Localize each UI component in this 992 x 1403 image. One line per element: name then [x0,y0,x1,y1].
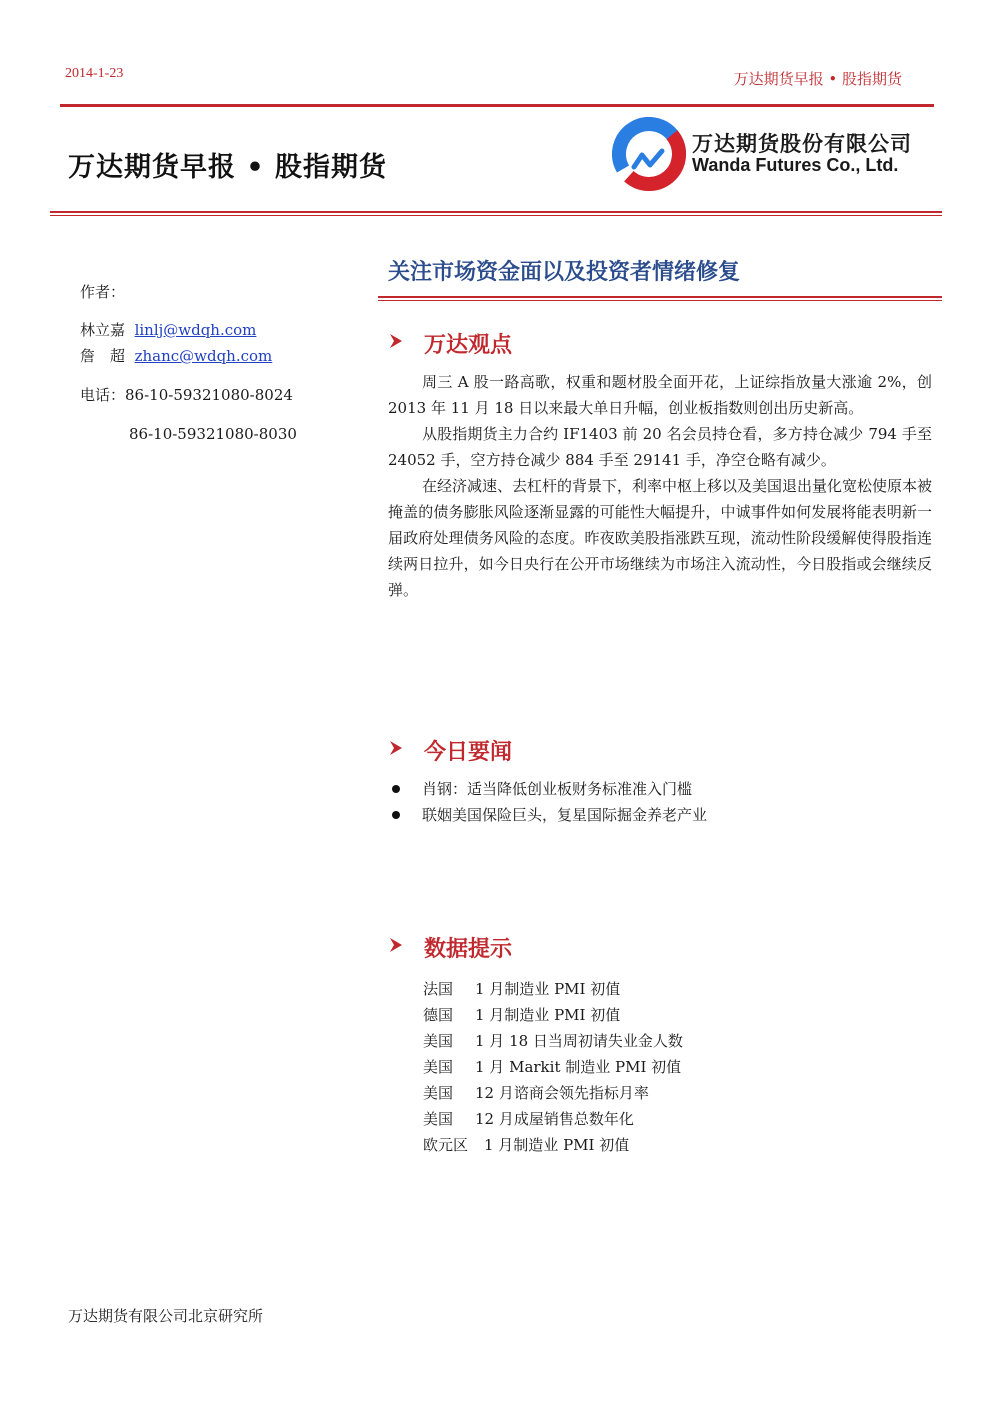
article-title-rule-top [378,296,942,298]
header-right-title: 万达期货早报 • 股指期货 [733,70,902,88]
data-item [423,1132,683,1158]
data-text: 12 月成屋销售总数年化 [475,1110,634,1128]
author-name: 詹 超 [80,347,126,365]
section-heading-news [388,735,512,766]
arrow-bullet-icon [388,739,410,762]
article-title-rule-bottom [378,300,942,301]
news-item-text: 肖钢：适当降低创业板财务标准准入门槛 [422,780,693,798]
header-divider [60,104,934,107]
author-name: 林立嘉 [80,321,126,339]
data-country: 美国 [423,1110,454,1128]
data-item [423,1002,683,1028]
news-item-text: 联姻美国保险巨头，复星国际掘金养老产业 [422,806,708,824]
data-text: 1 月制造业 PMI 初值 [475,980,621,998]
paragraph: 在经济减速、去杠杆的背景下，利率中枢上移以及美国退出量化宽松使原本被掩盖的债务膨胀风险逐渐显露的可能性大幅提升，中诚事件如何发展将能表明新一届政府处理债务风险的态度。昨夜欧美股指涨跌互现，流动性阶段缓解使得股指连续两日拉升，如今日央行在公开市场继续为市场注入流动性，今日股指或会继续反弹。 [388,477,933,599]
footer-text: 万达期货有限公司北京研究所 [68,1307,264,1325]
author-row [80,320,256,340]
wanda-logo-icon [612,117,686,191]
section-heading-label: 数据提示 [424,937,513,962]
news-item [388,776,928,802]
author-label: 作者： [80,283,126,301]
data-country: 法国 [423,980,454,998]
data-country: 欧元区 [423,1136,469,1154]
logo-company-name-cn: 万达期货股份有限公司 [692,132,912,156]
news-list [388,776,928,828]
data-country: 美国 [423,1058,454,1076]
data-item [423,1106,683,1132]
data-country: 美国 [423,1032,454,1050]
data-item [423,976,683,1002]
logo-company-name-en: Wanda Futures Co., Ltd. [692,155,899,175]
phone-number: 86-10-59321080-8030 [129,425,297,443]
data-item [423,1054,683,1080]
section-heading-data [388,932,512,963]
arrow-bullet-icon [388,332,410,355]
section-heading-view [388,328,512,359]
phone-number: 86-10-59321080-8024 [125,386,293,404]
phone-label: 电话： [80,386,126,404]
section-heading-label: 今日要闻 [424,740,513,765]
article-title: 关注市场资金面以及投资者情绪修复 [388,260,741,285]
data-text: 1 月 18 日当周初请失业金人数 [475,1032,683,1050]
data-text: 12 月谘商会领先指标月率 [475,1084,649,1102]
arrow-bullet-icon [388,936,410,959]
data-country: 德国 [423,1006,454,1024]
data-item [423,1028,683,1054]
report-title: 万达期货早报 • 股指期货 [68,152,388,183]
data-text: 1 月制造业 PMI 初值 [475,1006,621,1024]
section-heading-label: 万达观点 [424,333,513,358]
report-date: 2014-1-23 [65,66,124,81]
bullet-dot-icon [392,785,400,793]
data-text: 1 月制造业 PMI 初值 [484,1136,630,1154]
header-double-rule-bottom [50,215,942,216]
view-paragraphs [388,369,932,603]
data-text: 1 月 Markit 制造业 PMI 初值 [475,1058,682,1076]
data-country: 美国 [423,1084,454,1102]
author-email-link[interactable]: linlj@wdqh.com [134,321,257,339]
news-item [388,802,928,828]
author-email-link[interactable]: zhanc@wdqh.com [134,347,273,365]
phone-row [80,385,293,405]
paragraph: 周三 A 股一路高歌，权重和题材股全面开花，上证综指放量大涨逾 2%，创 2013 年 11 月 18 日以来最大单日升幅，创业板指数则创出历史新高。 [388,373,932,417]
bullet-dot-icon [392,811,400,819]
author-row [80,346,272,366]
data-release-list [423,976,683,1158]
paragraph: 从股指期货主力合约 IF1403 前 20 名会员持仓看，多方持仓减少 794 手至 24052 手，空方持仓减少 884 手至 29141 手，净空仓略有减少。 [388,425,932,469]
data-item [423,1080,683,1106]
header-double-rule-top [50,211,942,213]
